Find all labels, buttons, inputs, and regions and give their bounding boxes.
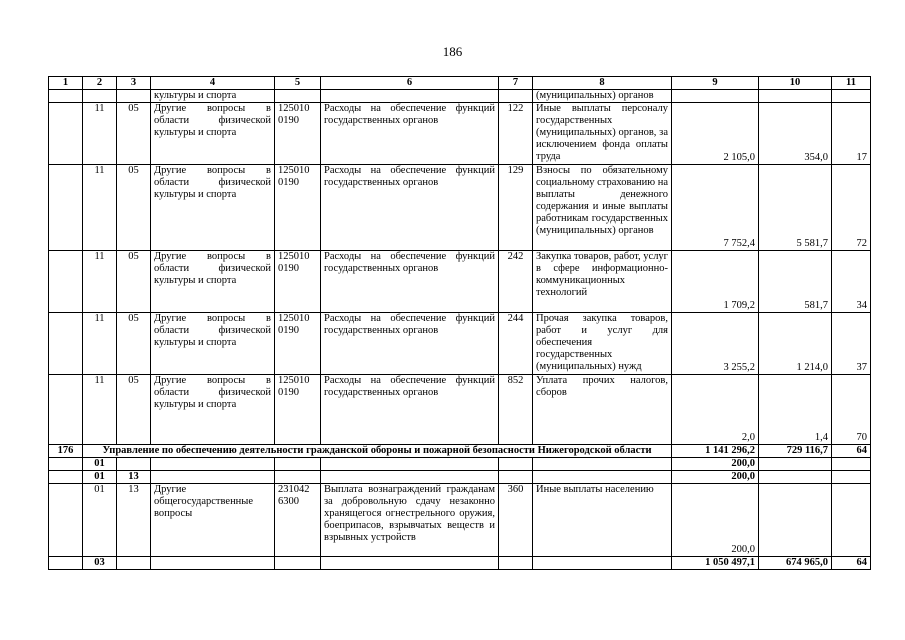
cell-name: Другие общегосударственные вопросы bbox=[151, 484, 275, 557]
column-header: 1 bbox=[49, 77, 83, 90]
cell-subsection: 05 bbox=[117, 103, 151, 165]
cell-target-name: Расходы на обеспечение функций государственных органов bbox=[321, 103, 499, 165]
cell bbox=[49, 103, 83, 165]
cell-expense-code: 360 bbox=[499, 484, 533, 557]
cell-subsection: 05 bbox=[117, 313, 151, 375]
column-header: 6 bbox=[321, 77, 499, 90]
section-plan: 1 050 497,1 bbox=[672, 557, 759, 570]
cell-target-code: 125010 0190 bbox=[275, 375, 321, 445]
cell-expense-name: Иные выплаты населению bbox=[533, 484, 672, 557]
cell-section: 11 bbox=[83, 313, 117, 375]
cell-expense-name: Закупка товаров, работ, услуг в сфере информационно-коммуникационных технологий bbox=[533, 251, 672, 313]
column-header: 5 bbox=[275, 77, 321, 90]
cell-actual: 1 214,0 bbox=[759, 313, 832, 375]
column-header: 11 bbox=[832, 77, 871, 90]
table-row bbox=[49, 484, 871, 557]
agency-actual: 729 116,7 bbox=[759, 445, 832, 458]
table-row bbox=[49, 103, 871, 165]
subsection-code: 13 bbox=[117, 471, 151, 484]
section-code: 01 bbox=[83, 471, 117, 484]
cell-expense-name: Взносы по обязательному социальному страхованию на выплаты денежного содержания и иные выплаты работникам государственных (муниципальных) органов bbox=[533, 165, 672, 251]
cell-actual: 581,7 bbox=[759, 251, 832, 313]
agency-row bbox=[49, 445, 871, 458]
cell-target-code: 231042 6300 bbox=[275, 484, 321, 557]
subsection-plan: 200,0 bbox=[672, 471, 759, 484]
cell-target-code: 125010 0190 bbox=[275, 165, 321, 251]
cell-expense-code: 852 bbox=[499, 375, 533, 445]
cell-target-name: Расходы на обеспечение функций государственных органов bbox=[321, 165, 499, 251]
cell-target-code: 125010 0190 bbox=[275, 103, 321, 165]
table-row bbox=[49, 165, 871, 251]
cell-actual: 1,4 bbox=[759, 375, 832, 445]
cell-expense-name: Уплата прочих налогов, сборов bbox=[533, 375, 672, 445]
section-row bbox=[49, 557, 871, 570]
cell-section: 11 bbox=[83, 103, 117, 165]
cell-subsection: 05 bbox=[117, 251, 151, 313]
subsection-row bbox=[49, 471, 871, 484]
cell-percent: 70 bbox=[832, 375, 871, 445]
cell-plan: 200,0 bbox=[672, 484, 759, 557]
cell bbox=[49, 165, 83, 251]
cell-target-name: Выплата вознаграждений гражданам за добровольную сдачу незаконно хранящегося огнестрельного оружия, боеприпасов, взрывчатых веществ и взрывных устройств bbox=[321, 484, 499, 557]
section-row bbox=[49, 458, 871, 471]
cell-plan: 2 105,0 bbox=[672, 103, 759, 165]
section-actual: 674 965,0 bbox=[759, 557, 832, 570]
cell-actual: 5 581,7 bbox=[759, 165, 832, 251]
section-plan: 200,0 bbox=[672, 458, 759, 471]
cell bbox=[49, 313, 83, 375]
agency-title: Управление по обеспечению деятельности гражданской обороны и пожарной безопасности Нижегородской области bbox=[83, 445, 672, 458]
budget-table bbox=[48, 76, 871, 570]
cell-section: 11 bbox=[83, 165, 117, 251]
cell-percent: 72 bbox=[832, 165, 871, 251]
table-row bbox=[49, 375, 871, 445]
cell-plan: 3 255,2 bbox=[672, 313, 759, 375]
cell-subsection: 13 bbox=[117, 484, 151, 557]
cell-expense-name: Иные выплаты персоналу государственных (муниципальных) органов, за исключением фонда оплаты труда bbox=[533, 103, 672, 165]
continuation-row bbox=[49, 90, 871, 103]
agency-number: 176 bbox=[49, 445, 83, 458]
table-row bbox=[49, 251, 871, 313]
cell-target-code: 125010 0190 bbox=[275, 313, 321, 375]
cell-target-name: Расходы на обеспечение функций государственных органов bbox=[321, 375, 499, 445]
column-header: 10 bbox=[759, 77, 832, 90]
column-header: 8 bbox=[533, 77, 672, 90]
cell-name: Другие вопросы в области физической культуры и спорта bbox=[151, 251, 275, 313]
cell-plan: 7 752,4 bbox=[672, 165, 759, 251]
cell-percent: 17 bbox=[832, 103, 871, 165]
column-header-row bbox=[49, 77, 871, 90]
section-code: 03 bbox=[83, 557, 117, 570]
cell-subsection: 05 bbox=[117, 375, 151, 445]
cell-name: Другие вопросы в области физической культуры и спорта bbox=[151, 103, 275, 165]
section-percent: 64 bbox=[832, 557, 871, 570]
cell-expense-code: 242 bbox=[499, 251, 533, 313]
column-header: 3 bbox=[117, 77, 151, 90]
table-row bbox=[49, 313, 871, 375]
cell-target-name: Расходы на обеспечение функций государственных органов bbox=[321, 313, 499, 375]
cell bbox=[49, 251, 83, 313]
cell bbox=[49, 375, 83, 445]
page-number: 186 bbox=[442, 44, 463, 59]
cell-section: 11 bbox=[83, 375, 117, 445]
cell-target-code: 125010 0190 bbox=[275, 251, 321, 313]
cell-actual: 354,0 bbox=[759, 103, 832, 165]
cell-section: 01 bbox=[83, 484, 117, 557]
cell-expense-code: 129 bbox=[499, 165, 533, 251]
agency-percent: 64 bbox=[832, 445, 871, 458]
cell-name: Другие вопросы в области физической культуры и спорта bbox=[151, 375, 275, 445]
column-header: 2 bbox=[83, 77, 117, 90]
cell-expense-code: 244 bbox=[499, 313, 533, 375]
cell-subsection: 05 bbox=[117, 165, 151, 251]
cell-name: Другие вопросы в области физической культуры и спорта bbox=[151, 313, 275, 375]
cell-target-name: Расходы на обеспечение функций государственных органов bbox=[321, 251, 499, 313]
column-header: 9 bbox=[672, 77, 759, 90]
continuation-text: культуры и спорта bbox=[151, 90, 275, 103]
column-header: 7 bbox=[499, 77, 533, 90]
continuation-text: (муниципальных) органов bbox=[533, 90, 672, 103]
cell-percent: 34 bbox=[832, 251, 871, 313]
cell-section: 11 bbox=[83, 251, 117, 313]
cell-plan: 2,0 bbox=[672, 375, 759, 445]
agency-plan: 1 141 296,2 bbox=[672, 445, 759, 458]
cell-expense-code: 122 bbox=[499, 103, 533, 165]
cell-plan: 1 709,2 bbox=[672, 251, 759, 313]
cell-name: Другие вопросы в области физической культуры и спорта bbox=[151, 165, 275, 251]
column-header: 4 bbox=[151, 77, 275, 90]
section-code: 01 bbox=[83, 458, 117, 471]
cell-expense-name: Прочая закупка товаров, работ и услуг для обеспечения государственных (муниципальных) нужд bbox=[533, 313, 672, 375]
cell-percent: 37 bbox=[832, 313, 871, 375]
